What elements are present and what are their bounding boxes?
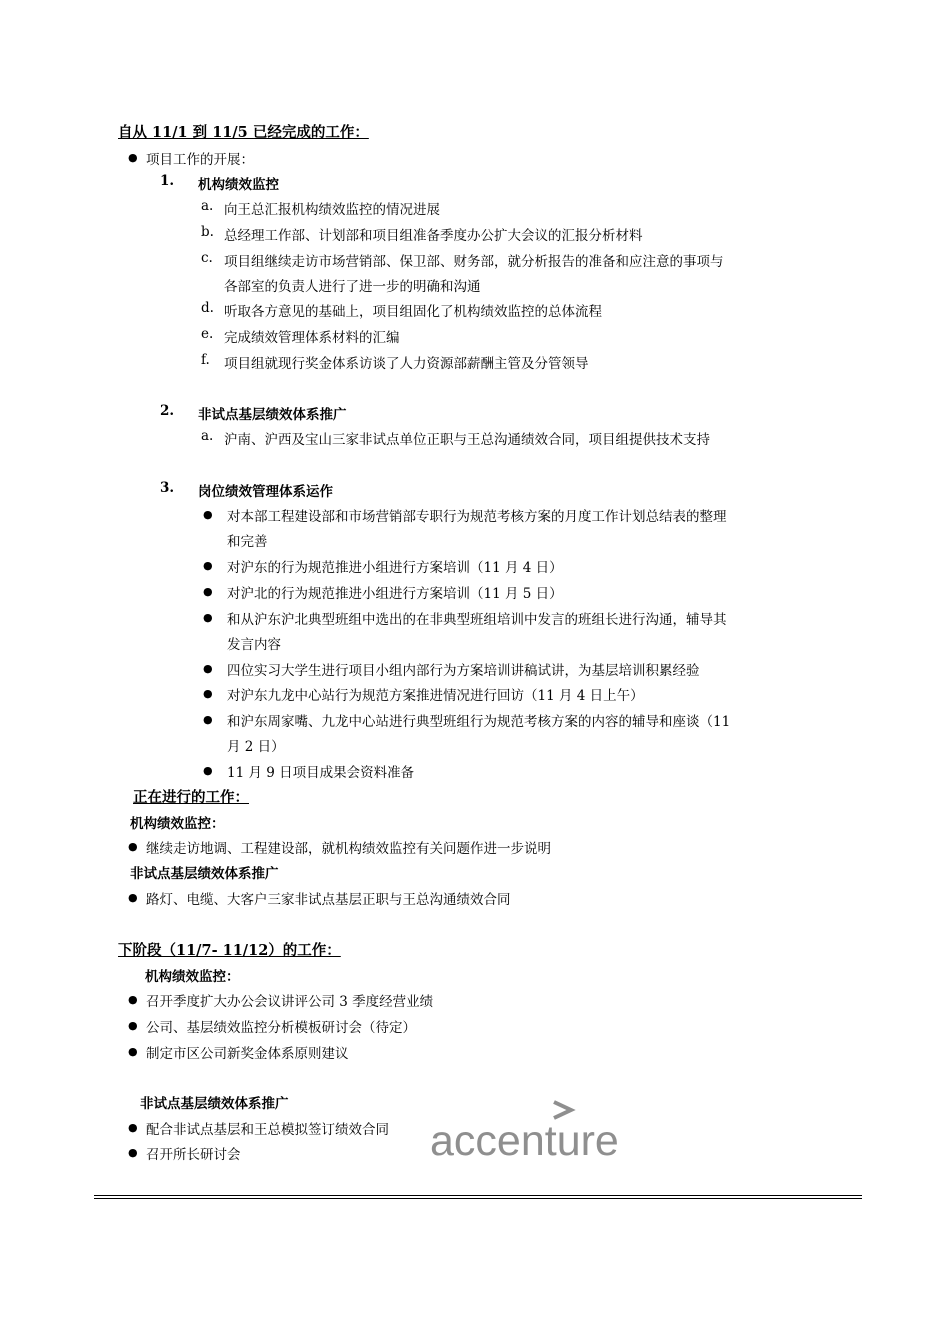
list-item: 11 月 9 日项目成果会资料准备 <box>227 765 415 781</box>
list-marker: b. <box>201 224 214 240</box>
bullet: ● <box>203 559 213 572</box>
list-item: 召开所长研讨会 <box>146 1147 241 1163</box>
list-item: 和沪东周家嘴、九龙中心站进行典型班组行为规范考核方案的内容的辅导和座谈（11 <box>227 714 731 730</box>
sub-heading: 非试点基层绩效体系推广 <box>140 1096 289 1112</box>
list-item: 对沪东的行为规范推进小组进行方案培训（11 月 4 日） <box>227 560 563 576</box>
bullet: ● <box>203 713 213 726</box>
list-item: 路灯、电缆、大客户三家非试点基层正职与王总沟通绩效合同 <box>146 892 511 908</box>
list-item: 项目组继续走访市场营销部、保卫部、财务部，就分析报告的准备和应注意的事项与 <box>224 254 724 270</box>
list-item: 公司、基层绩效监控分析模板研讨会（待定） <box>146 1020 416 1036</box>
footer-rule-bottom <box>94 1198 862 1199</box>
list-item: 向王总汇报机构绩效监控的情况进展 <box>224 202 440 218</box>
list-item: 总经理工作部、计划部和项目组准备季度办公扩大会议的汇报分析材料 <box>224 228 643 244</box>
list-marker: d. <box>201 300 214 316</box>
bullet: ● <box>203 611 213 624</box>
section-title-ongoing: 正在进行的工作： <box>133 789 249 806</box>
accenture-logo <box>430 1098 660 1160</box>
list-item: 继续走访地调、工程建设部，就机构绩效监控有关问题作进一步说明 <box>146 841 551 857</box>
list-item: 配合非试点基层和王总模拟签订绩效合同 <box>146 1122 389 1138</box>
group-title: 机构绩效监控 <box>198 177 279 193</box>
list-item-continuation: 月 2 日） <box>227 739 285 755</box>
list-item-continuation: 发言内容 <box>227 637 281 653</box>
list-item-continuation: 各部室的负责人进行了进一步的明确和沟通 <box>224 279 481 295</box>
list-marker: c. <box>201 250 213 266</box>
logo-chevron-icon <box>554 1102 571 1118</box>
list-item: 对沪东九龙中心站行为规范方案推进情况进行回访（11 月 4 日上午） <box>227 688 644 704</box>
list-item: 四位实习大学生进行项目小组内部行为方案培训讲稿试讲，为基层培训积累经验 <box>227 663 700 679</box>
sub-heading: 机构绩效监控： <box>130 816 225 832</box>
group-number: 2. <box>160 403 175 419</box>
bullet: ● <box>128 840 138 853</box>
bullet: ● <box>128 1045 138 1058</box>
bullet: ● <box>128 1146 138 1159</box>
list-marker: e. <box>201 326 214 342</box>
list-item: 对沪北的行为规范推进小组进行方案培训（11 月 5 日） <box>227 586 563 602</box>
bullet: ● <box>203 662 213 675</box>
list-item-continuation: 和完善 <box>227 534 268 550</box>
list-item: 项目组就现行奖金体系访谈了人力资源部薪酬主管及分管领导 <box>224 356 589 372</box>
bullet: ● <box>128 993 138 1006</box>
list-item: 完成绩效管理体系材料的汇编 <box>224 330 400 346</box>
bullet: ● <box>203 764 213 777</box>
group-number: 3. <box>160 480 175 496</box>
section-title-completed: 自从 11/1 到 11/5 已经完成的工作： <box>118 124 369 141</box>
section-intro: 项目工作的开展： <box>146 152 254 168</box>
list-item: 听取各方意见的基础上，项目组固化了机构绩效监控的总体流程 <box>224 304 602 320</box>
list-marker: a. <box>201 198 214 214</box>
bullet: ● <box>128 891 138 904</box>
bullet: ● <box>128 1121 138 1134</box>
logo-wordmark: accenture <box>430 1117 619 1160</box>
list-item: 沪南、沪西及宝山三家非试点单位正职与王总沟通绩效合同，项目组提供技术支持 <box>224 432 710 448</box>
bullet: ● <box>203 585 213 598</box>
list-marker: f. <box>201 352 210 368</box>
list-item: 对本部工程建设部和市场营销部专职行为规范考核方案的月度工作计划总结表的整理 <box>227 509 727 525</box>
sub-heading: 机构绩效监控： <box>145 969 240 985</box>
section-title-next-phase: 下阶段（11/7- 11/12）的工作： <box>118 942 341 959</box>
bullet: ● <box>203 687 213 700</box>
group-title: 非试点基层绩效体系推广 <box>198 407 347 423</box>
group-title: 岗位绩效管理体系运作 <box>198 484 333 500</box>
group-number: 1. <box>160 173 175 189</box>
bullet: ● <box>128 1019 138 1032</box>
footer-rule-top <box>94 1195 862 1196</box>
list-marker: a. <box>201 428 214 444</box>
list-item: 制定市区公司新奖金体系原则建议 <box>146 1046 349 1062</box>
list-item: 召开季度扩大办公会议讲评公司 3 季度经营业绩 <box>146 994 434 1010</box>
sub-heading: 非试点基层绩效体系推广 <box>130 866 279 882</box>
list-item: 和从沪东沪北典型班组中选出的在非典型班组培训中发言的班组长进行沟通，辅导其 <box>227 612 727 628</box>
bullet: ● <box>203 508 213 521</box>
bullet: ● <box>128 151 138 164</box>
